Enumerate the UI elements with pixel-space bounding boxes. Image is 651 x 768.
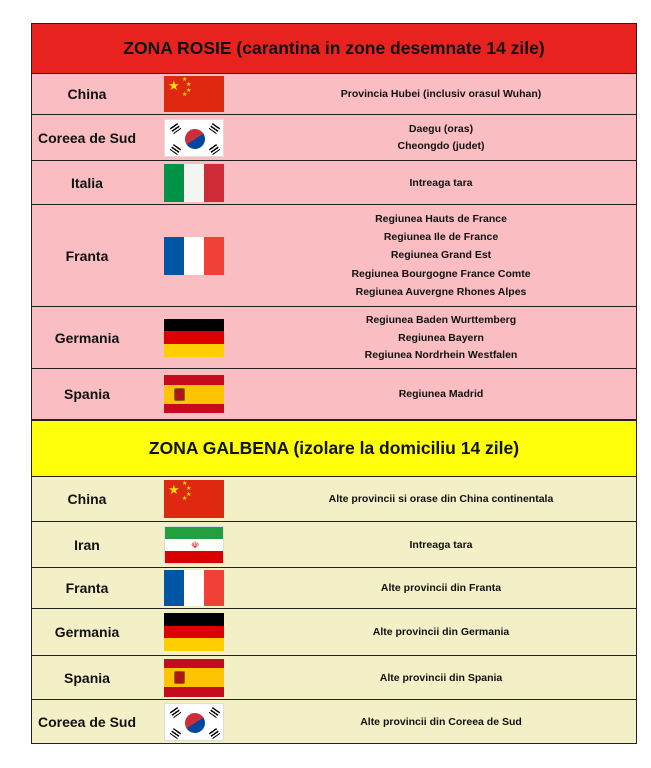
italy-flag-icon (164, 164, 224, 202)
country-row (31, 568, 637, 609)
region-text: Regiunea Nordrhein Westfalen (364, 348, 518, 361)
country-row (31, 115, 637, 161)
region-text: Regiunea Hauts de France (375, 213, 507, 226)
country-name: Spania (64, 669, 110, 686)
regions-cell (246, 161, 636, 204)
flag-cell (142, 609, 246, 655)
red-zone-header (31, 23, 637, 74)
region-text: Intreaga tara (409, 176, 473, 189)
country-name: Spania (64, 386, 110, 402)
country-name: Franta (65, 247, 109, 264)
region-text: Alte provincii din Germania (372, 626, 510, 638)
country-row (31, 656, 637, 700)
france-flag-icon (164, 570, 224, 606)
germany-flag-icon (164, 613, 224, 651)
region-text: Regiunea Grand Est (390, 249, 492, 262)
france-flag-icon (164, 237, 224, 275)
country-row (31, 477, 637, 522)
region-text: Cheongdo (judet) (397, 140, 485, 153)
country-row (31, 700, 637, 744)
country-row (31, 522, 637, 568)
country-row (31, 205, 637, 307)
regions-cell (246, 205, 636, 306)
flag-cell (142, 656, 246, 699)
china-flag-icon: ★ ★ ★ ★ ★ (164, 480, 224, 518)
region-text: Alte provincii din Franta (380, 582, 502, 594)
south-korea-flag-icon (164, 119, 224, 157)
region-text: Alte provincii din Coreea de Sud (360, 715, 522, 728)
regions-cell (246, 74, 636, 114)
flag-cell (142, 568, 246, 608)
yellow-zone-rows (31, 477, 637, 744)
south-korea-flag-icon (164, 703, 224, 741)
flag-cell (142, 307, 246, 368)
country-name: Germania (54, 624, 120, 640)
flag-cell (142, 74, 246, 114)
region-text: Daegu (oras) (408, 122, 474, 135)
region-text: Regiunea Ile de France (383, 231, 499, 244)
iran-flag-icon: ☫ (164, 526, 224, 564)
region-text: Intreaga tara (409, 538, 473, 551)
yellow-zone-header (31, 420, 637, 477)
regions-cell (246, 307, 636, 368)
flag-cell (142, 477, 246, 521)
regions-cell (246, 115, 636, 160)
region-text: Regiunea Madrid (398, 388, 484, 400)
region-text: Regiunea Bourgogne France Comte (351, 267, 531, 280)
germany-flag-icon (164, 319, 224, 357)
region-text: Alte provincii din Spania (379, 671, 503, 684)
flag-cell (142, 522, 246, 567)
flag-cell (142, 700, 246, 743)
region-text: Regiunea Baden Wurttemberg (365, 314, 517, 327)
regions-cell (246, 477, 636, 521)
china-flag-icon: ★ ★ ★ ★ ★ (164, 76, 224, 112)
country-name: Coreea de Sud (37, 129, 137, 146)
country-row (31, 74, 637, 115)
regions-cell (246, 522, 636, 567)
regions-cell (246, 656, 636, 699)
region-text: Alte provincii si orase din China continentala (328, 493, 554, 505)
regions-cell (246, 369, 636, 419)
spain-flag-icon (164, 659, 224, 697)
country-name: China (67, 86, 107, 102)
regions-cell (246, 700, 636, 743)
country-name: Iran (74, 536, 100, 553)
country-name: Germania (54, 329, 120, 346)
zone-table (31, 23, 637, 744)
flag-cell (142, 161, 246, 204)
country-row (31, 609, 637, 656)
flag-cell (142, 205, 246, 306)
country-row (31, 161, 637, 205)
yellow-zone-title: ZONA GALBENA (izolare la domiciliu 14 zile) (148, 438, 520, 458)
country-name: Franta (65, 580, 109, 596)
country-name: Coreea de Sud (37, 713, 137, 730)
country-row (31, 369, 637, 420)
spain-flag-icon (164, 375, 224, 413)
regions-cell (246, 568, 636, 608)
flag-cell (142, 369, 246, 419)
country-name: China (67, 491, 107, 507)
red-zone-rows (31, 74, 637, 420)
red-zone-title: ZONA ROSIE (carantina in zone desemnate 14 zile) (123, 38, 545, 58)
flag-cell (142, 115, 246, 160)
region-text: Regiunea Bayern (398, 331, 484, 344)
regions-cell (246, 609, 636, 655)
country-name: Italia (71, 174, 103, 191)
country-row (31, 307, 637, 369)
region-text: Regiunea Auvergne Rhones Alpes (355, 285, 527, 298)
region-text: Provincia Hubei (inclusiv orasul Wuhan) (340, 88, 542, 100)
